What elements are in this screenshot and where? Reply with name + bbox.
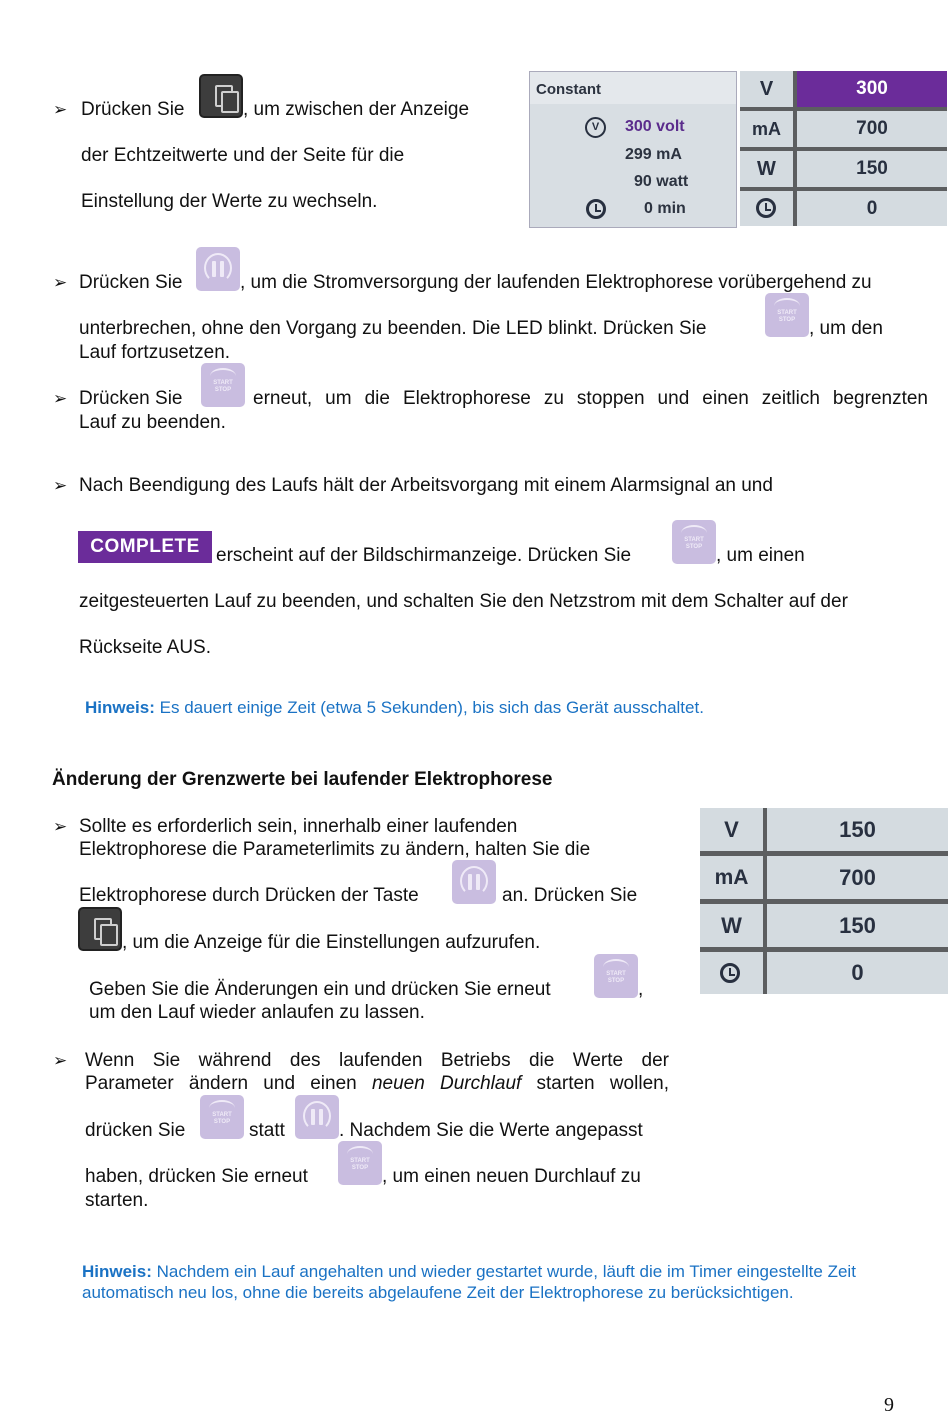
- text-line: [85, 1072, 669, 1095]
- text-line: Drücken Sie: [79, 388, 183, 409]
- start-stop-icon: START STOP: [200, 1095, 244, 1139]
- text-line: drücken Sie: [85, 1120, 186, 1141]
- start-stop-icon: START STOP: [338, 1141, 382, 1185]
- text-line: Drücken Sie: [79, 272, 183, 293]
- hint-label: Hinweis:: [82, 1262, 152, 1281]
- display-ma: 299 mA: [625, 146, 682, 163]
- bullet-arrow: ➢: [53, 273, 68, 292]
- hint-text: Es dauert einige Zeit (etwa 5 Sekunden), bis sich das Gerät ausschaltet.: [154, 698, 704, 717]
- text-line: , um die Anzeige für die Einstellungen aufzurufen.: [122, 932, 541, 953]
- bullet-arrow: ➢: [53, 389, 68, 408]
- text-line: Rückseite AUS.: [79, 637, 211, 658]
- text-line: , um einen neuen Durchlauf zu: [382, 1166, 641, 1187]
- table-value: 700: [797, 111, 947, 147]
- bullet-arrow: ➢: [53, 100, 68, 119]
- section-heading: Änderung der Grenzwerte bei laufender Elektrophorese: [52, 769, 553, 790]
- text-line: , um den: [809, 318, 883, 339]
- clock-icon: [586, 199, 606, 219]
- text-segment: Parameter ändern und einen: [85, 1073, 372, 1094]
- table-value: 150: [767, 904, 948, 947]
- copy-pages-icon: [199, 74, 243, 118]
- constant-title: Constant: [536, 81, 601, 98]
- text-line: Elektrophorese durch Drücken der Taste: [79, 885, 419, 906]
- text-line: Sollte es erforderlich sein, innerhalb einer laufenden: [79, 816, 518, 837]
- text-line: Wenn Sie während des laufenden Betriebs die Werte der: [85, 1050, 669, 1071]
- text-line: der Echtzeitwerte und der Seite für die: [81, 145, 405, 166]
- table-label: mA: [700, 856, 763, 899]
- clock-icon: [756, 198, 776, 218]
- hint-note: [85, 698, 704, 718]
- page-number: 9: [884, 1394, 894, 1416]
- text-line: Lauf zu beenden.: [79, 412, 226, 433]
- table-value-selected: 300: [797, 71, 947, 107]
- table-label: V: [700, 808, 763, 851]
- table-value: 0: [767, 952, 948, 994]
- text-segment: starten wollen,: [521, 1073, 669, 1094]
- display-watt: 90 watt: [634, 173, 689, 190]
- table-label: W: [700, 904, 763, 947]
- text-line: , um einen: [716, 545, 805, 566]
- table-label: [740, 191, 793, 226]
- pause-icon: [452, 860, 496, 904]
- text-emphasis: neuen Durchlauf: [371, 1073, 522, 1094]
- voltage-icon: V: [585, 117, 606, 138]
- text-line: Einstellung der Werte zu wechseln.: [81, 191, 378, 212]
- text-line: Drücken Sie: [81, 99, 185, 120]
- settings-table-image: [740, 71, 947, 226]
- table-value: 150: [797, 151, 947, 187]
- text-line: , um zwischen der Anzeige: [243, 99, 470, 120]
- text-line: zeitgesteuerten Lauf zu beenden, und schalten Sie den Netzstrom mit dem Schalter auf der: [79, 591, 848, 612]
- table-label: [700, 952, 763, 994]
- text-line: Nach Beendigung des Laufs hält der Arbeitsvorgang mit einem Alarmsignal an und: [79, 475, 773, 496]
- text-line: Lauf fortzusetzen.: [79, 342, 231, 363]
- text-line: unterbrechen, ohne den Vorgang zu beenden. Die LED blinkt. Drücken Sie: [79, 318, 707, 339]
- copy-pages-icon: [78, 907, 122, 951]
- text-line: haben, drücken Sie erneut: [85, 1166, 308, 1187]
- table-value: 700: [767, 856, 948, 899]
- bullet-arrow: ➢: [53, 817, 68, 836]
- text-line: statt: [249, 1120, 285, 1141]
- text-line: Geben Sie die Änderungen ein und drücken Sie erneut: [89, 979, 551, 1000]
- pause-icon: [196, 247, 240, 291]
- table-value: 150: [767, 808, 948, 851]
- clock-icon: [720, 963, 740, 983]
- start-stop-icon: START STOP: [672, 520, 716, 564]
- table-label: V: [740, 71, 793, 107]
- display-volt: 300 volt: [625, 118, 685, 135]
- bullet-arrow: ➢: [53, 476, 68, 495]
- complete-badge: COMPLETE: [78, 531, 212, 563]
- settings-table-image: [700, 808, 948, 994]
- hint-text: Nachdem ein Lauf angehalten und wieder gestartet wurde, läuft die im Timer eingestellte Zeit: [151, 1262, 856, 1281]
- hint-text-line2: automatisch neu los, ohne die bereits abgelaufene Zeit der Elektrophorese zu berücksichtigen.: [82, 1283, 794, 1302]
- constant-display-image: [529, 71, 737, 228]
- table-value: 0: [797, 191, 947, 226]
- start-stop-icon: START STOP: [765, 293, 809, 337]
- hint-note: [82, 1262, 856, 1282]
- text-line: erneut, um die Elektrophorese zu stoppen und einen zeitlich begrenzten: [253, 388, 928, 409]
- start-stop-icon: START STOP: [594, 954, 638, 998]
- table-label: mA: [740, 111, 793, 147]
- text-line: , um die Stromversorgung der laufenden Elektrophorese vorübergehend zu: [240, 272, 872, 293]
- text-line: . Nachdem Sie die Werte angepasst: [339, 1120, 643, 1141]
- text-line: um den Lauf wieder anlaufen zu lassen.: [89, 1002, 425, 1023]
- bullet-arrow: ➢: [53, 1051, 68, 1070]
- text-line: erscheint auf der Bildschirmanzeige. Drücken Sie: [216, 545, 632, 566]
- text-line: an. Drücken Sie: [502, 885, 638, 906]
- start-stop-icon: START STOP: [201, 363, 245, 407]
- hint-label: Hinweis:: [85, 698, 155, 717]
- text-line: ,: [638, 979, 644, 1000]
- display-min: 0 min: [644, 200, 686, 217]
- pause-icon: [295, 1095, 339, 1139]
- table-label: W: [740, 151, 793, 187]
- text-line: Elektrophorese die Parameterlimits zu ändern, halten Sie die: [79, 839, 591, 860]
- text-line: starten.: [85, 1190, 149, 1211]
